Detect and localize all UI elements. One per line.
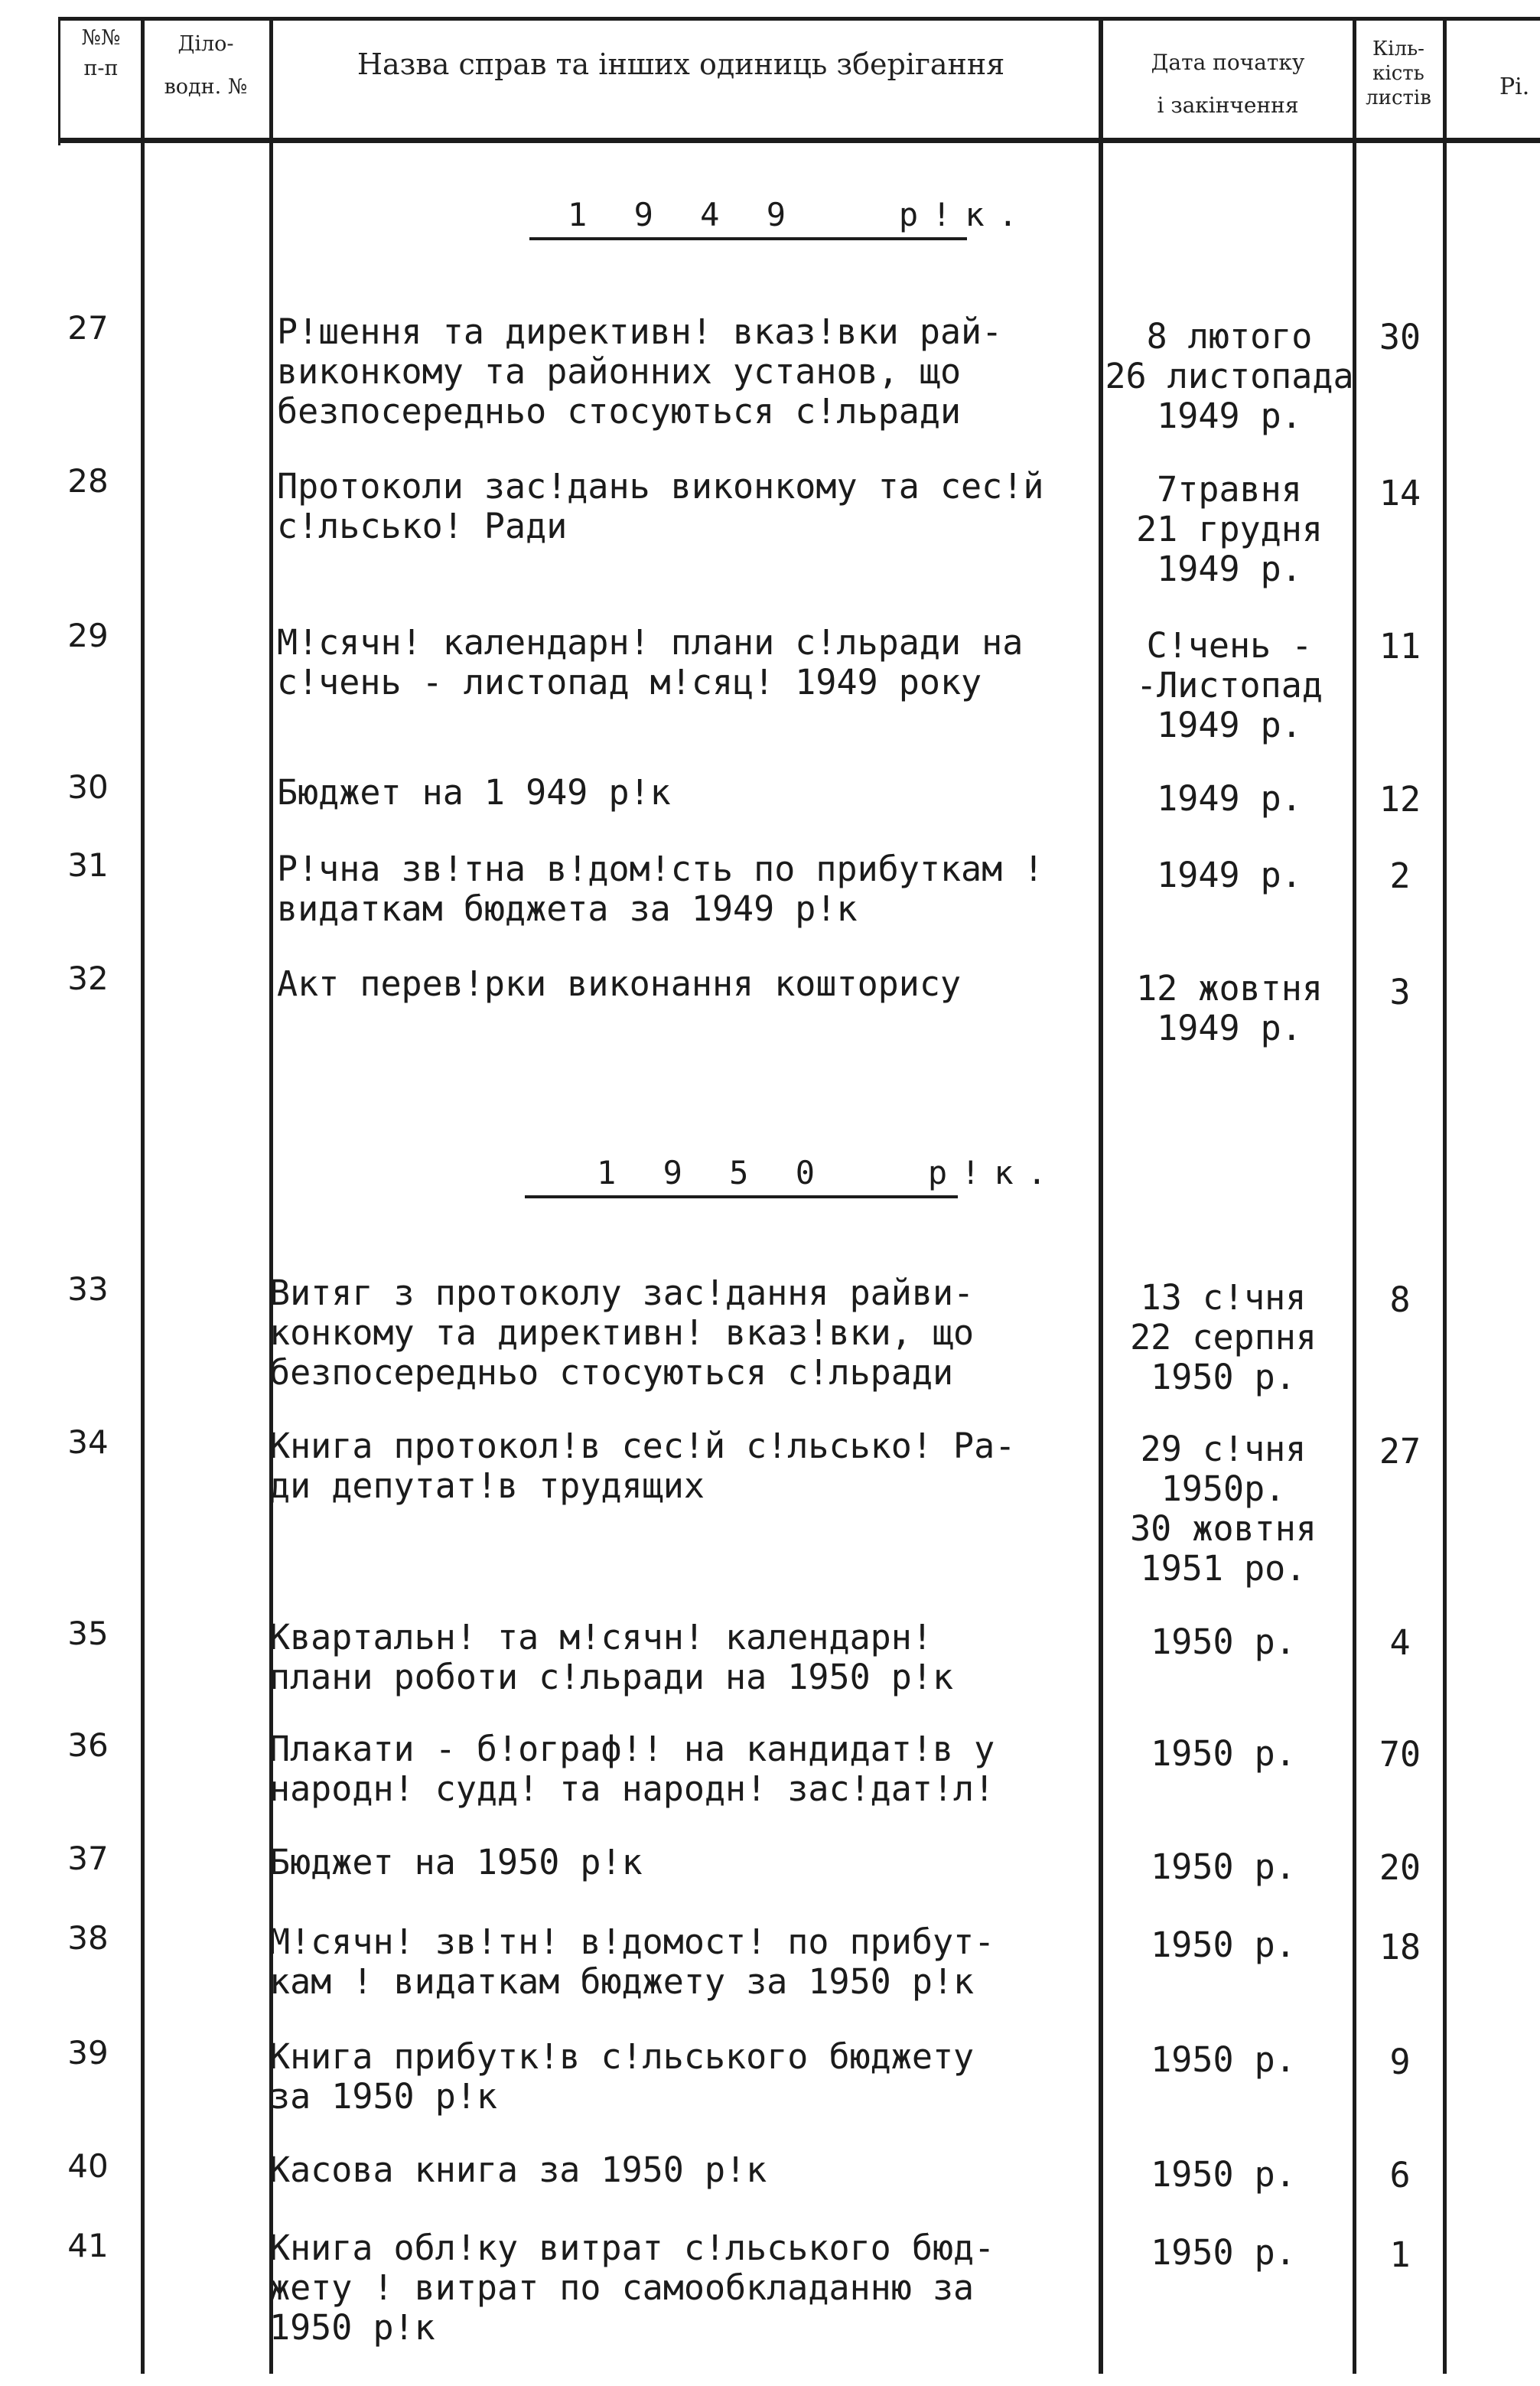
row-name: Касова книга за 1950 р!к <box>269 2150 767 2190</box>
row-dates: С!чень - -Листопад 1949 р. <box>1136 625 1323 745</box>
row-num: 28 <box>67 462 109 500</box>
year-underline <box>529 237 967 240</box>
row-num: 29 <box>67 617 109 654</box>
row-sheets: 6 <box>1389 2155 1411 2195</box>
row-sheets: 2 <box>1389 856 1411 896</box>
row-name: Книга прибутк!в с!льського бюджету за 1950 р!к <box>269 2036 975 2117</box>
row-sheets: 3 <box>1389 972 1411 1012</box>
row-sheets: 11 <box>1379 626 1421 667</box>
row-sheets: 12 <box>1379 779 1421 820</box>
row-name: Бюджет на 1 949 р!к <box>277 772 671 813</box>
row-dates: 1950 р. <box>1151 2039 1296 2080</box>
row-name: М!сячн! календарн! плани с!льради на с!чень - листопад м!сяц! 1949 року <box>277 622 1024 702</box>
year-underline <box>525 1195 958 1198</box>
row-num: 35 <box>67 1615 109 1652</box>
row-num: 38 <box>67 1919 109 1957</box>
row-num: 32 <box>67 960 109 997</box>
row-sheets: 30 <box>1379 317 1421 357</box>
row-name: Бюджет на 1950 р!к <box>269 1842 643 1882</box>
row-dates: 1950 р. <box>1151 1925 1296 1965</box>
row-dates: 12 жовтня 1949 р. <box>1136 968 1323 1048</box>
row-dates: 29 с!чня 1950р. 30 жовтня 1951 ро. <box>1130 1429 1317 1589</box>
row-name: Плакати - б!ограф!! на кандидат!в у народн! судд! та народн! зас!дат!л! <box>269 1729 995 1809</box>
section-year-label: 1 9 5 0 р!к. <box>597 1154 1061 1191</box>
row-name: Акт перев!рки виконання кошторису <box>277 963 962 1004</box>
header-office-num: Діло- водн. № <box>164 32 248 99</box>
row-sheets: 18 <box>1379 1927 1421 1967</box>
row-sheets: 14 <box>1379 473 1421 513</box>
row-dates: 1950 р. <box>1151 1733 1296 1774</box>
header-sheet-count: Кіль- кість листів <box>1366 37 1431 109</box>
row-sheets: 4 <box>1389 1622 1411 1663</box>
row-sheets: 20 <box>1379 1847 1421 1888</box>
col-divider-2 <box>269 17 273 2374</box>
row-dates: 8 лютого 26 листопада 1949 р. <box>1105 316 1354 436</box>
row-dates: 1950 р. <box>1151 1847 1296 1887</box>
row-sheets: 8 <box>1389 1279 1411 1320</box>
row-num: 39 <box>67 2034 109 2071</box>
row-num: 31 <box>67 846 109 884</box>
row-name: М!сячн! зв!тн! в!домост! по прибут- кам ! видаткам бюджету за 1950 р!к <box>269 1922 995 2002</box>
row-dates: 1950 р. <box>1151 1622 1296 1662</box>
header-extra-column: Рі. <box>1499 73 1530 100</box>
section-year-label: 1 9 4 9 р!к. <box>568 196 1032 233</box>
row-dates: 1949 р. <box>1157 778 1302 819</box>
row-num: 41 <box>67 2227 109 2264</box>
row-num: 30 <box>67 768 109 806</box>
row-sheets: 1 <box>1389 2234 1411 2275</box>
row-num: 37 <box>67 1840 109 1877</box>
row-name: Квартальн! та м!сячн! календарн! плани роботи с!льради на 1950 р!к <box>269 1617 954 1697</box>
row-sheets: 27 <box>1379 1431 1421 1472</box>
row-name: Книга обл!ку витрат с!льського бюд- жету ! витрат по самообкладанню за 1950 р!к <box>269 2228 995 2348</box>
header-dates: Дата початку і закінчення <box>1151 50 1305 118</box>
row-num: 40 <box>67 2147 109 2185</box>
row-name: Витяг з протоколу зас!дання райви- конкому та директивн! вказ!вки, що безпосередньо стосуються с!льради <box>269 1273 975 1393</box>
row-name: Протоколи зас!дань виконкому та сес!й с!льсько! Ради <box>277 466 1044 546</box>
row-dates: 7травня 21 грудня 1949 р. <box>1136 469 1323 589</box>
left-rule <box>58 17 60 145</box>
row-num: 36 <box>67 1726 109 1764</box>
header-num: №№ п-п <box>81 26 121 80</box>
row-dates: 1950 р. <box>1151 2154 1296 2195</box>
row-num: 34 <box>67 1423 109 1461</box>
row-name: Книга протокол!в сес!й с!льсько! Ра- ди депутат!в трудящих <box>269 1426 1016 1506</box>
row-name: Р!чна зв!тна в!дом!сть по прибуткам ! видаткам бюджета за 1949 р!к <box>277 849 1044 929</box>
top-rule <box>60 17 1540 21</box>
col-divider-5 <box>1443 17 1447 2374</box>
row-dates: 1949 р. <box>1157 855 1302 895</box>
row-name: Р!шення та директивн! вказ!вки рай- виконкому та районних установ, що безпосередньо стосуються с!льради <box>277 311 1003 432</box>
col-divider-1 <box>141 17 145 2374</box>
row-dates: 13 с!чня 22 серпня 1950 р. <box>1130 1277 1317 1397</box>
row-dates: 1950 р. <box>1151 2232 1296 2273</box>
row-sheets: 9 <box>1389 2042 1411 2082</box>
header-rule <box>60 138 1540 143</box>
header-item-name: Назва справ та інших одиниць зберігання <box>357 47 1005 81</box>
row-num: 33 <box>67 1270 109 1308</box>
row-num: 27 <box>67 309 109 347</box>
row-sheets: 70 <box>1379 1734 1421 1775</box>
